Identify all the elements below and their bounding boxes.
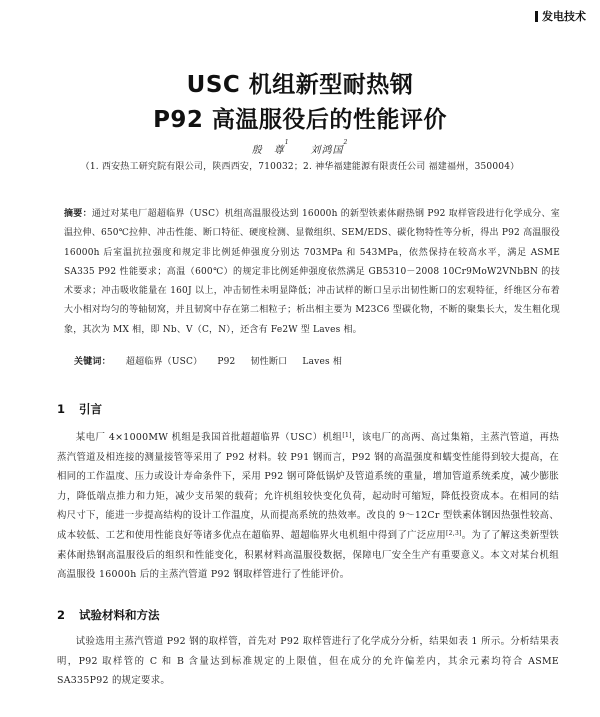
section-tag-label: 发电技术 [542,10,586,23]
abstract-text: 通过对某电厂超超临界（USC）机组高温服役达到 16000h 的新型铁素体耐热钢 P92 取样管段进行化学成分、室温拉伸、650℃拉伸、冲击性能、断口特征、硬度检测、显微组织、SEM/EDS、碳化物特性等分析，得出 P92 高温服役 16000h 后室温抗拉强度和规定非比例延伸强度分别达 703MPa 和 543MPa，依然保持在较高水平，满足 ASME SA335 P92 性能要求；高温（600℃）的规定非比例延伸强度依然满足 GB5310－2008 10Cr9MoW2VNbBN 的技术要求；冲击吸收能量在 160J 以上，冲击韧性未明显降低；冲击试样的断口呈示出韧性断口的宏观特征，纤维区分布着大小相对均匀的等轴韧窝，并且韧窝中存在第二相粒子；析出相主要为 M23C6 型碳化物，不断的聚集长大，发生粗化现象，其次为 MX 相，即 Nb、V（C，N），还含有 Fe2W 型 Laves 相。 [64,209,560,335]
materials-paragraph: 试验选用主蒸汽管道 P92 钢的取样管，首先对 P92 取样管进行了化学成分分析，结果如表 1 所示。分析结果表明，P92 取样管的 C 和 B 含量达到标准规定的上限值，但在成分的允许偏差内，其余元素均符合 ASME SA335P92 的规定要求。 [57,636,559,687]
section-number: 1 [57,402,66,416]
section-tag-marker [535,11,538,22]
section-tag [535,8,586,24]
affiliation: （1. 西安热工研究院有限公司，陕西西安，710032；2. 神华福建能源有限责任公司 福建福州，350004） [80,162,520,172]
intro-text-c: 。为了了解这类新型铁素体耐热钢高温服役后的组织和性能变化，积累材料高温服役数据，保障电厂安全生产有重要意义。本文对某台机组高温服役 16000h 后的主蒸汽管道 P92 钢取样管进行了性能评价。 [57,529,559,581]
keyword-item: P92 [217,357,236,367]
author-1: 殷 尊 [251,145,285,156]
author-1-affiliation-mark: 1 [284,139,290,146]
intro-text-a: 某电厂 4×1000MW 机组是我国首批超超临界（USC）机组 [75,432,343,443]
section-heading-materials-methods [57,607,160,623]
citation: [2,3] [446,529,462,537]
keywords [74,354,560,367]
section-title: 试验材料和方法 [79,608,160,622]
section-heading-introduction [57,401,102,417]
citation: [1] [342,432,352,439]
keyword-item: 韧性断口 [250,357,288,367]
introduction-paragraph [57,428,559,585]
intro-text-b: ，该电厂的高两、高过集箱，主蒸汽管道，再热蒸汽管道及相连接的测量接管等采用了 P92 材料。较 P91 钢而言，P92 钢的高温强度和蠕变性能得到较大提高，在相同的工作温度、压力或设计寿命条件下，采用 P92 钢可降低锅炉及管道系统的重量，增加管道系统柔度，减少膨胀力，降低端点推力和力矩，减少支吊架的载荷；允许机组较快变化负荷，起动时可缩短，降低投资成本。在相同的结构尺寸下，能进一步提高结构的设计工作温度，从而提高系统的热效率。改良的 9～12Cr 型铁素体钢因热强性较高、成本较低、工艺和使用性能良好等诸多优点在超临界、超超临界火电机组中得到了广泛应用 [57,432,560,541]
abstract-label: 摘要： [64,209,92,219]
paper-title-line-2: P92 高温服役后的性能评价 [153,107,447,133]
abstract [64,205,560,340]
section-title: 引言 [79,402,102,416]
keyword-item: Laves 相 [302,357,343,367]
keywords-label: 关键词： [74,357,111,367]
section-number: 2 [57,608,66,622]
keyword-item: 超超临界（USC） [125,357,203,367]
paper-title-line-1: USC 机组新型耐热钢 [186,72,414,98]
author-2: 刘鸿国 [310,145,344,156]
authors [0,141,600,156]
author-2-affiliation-mark: 2 [343,139,349,146]
